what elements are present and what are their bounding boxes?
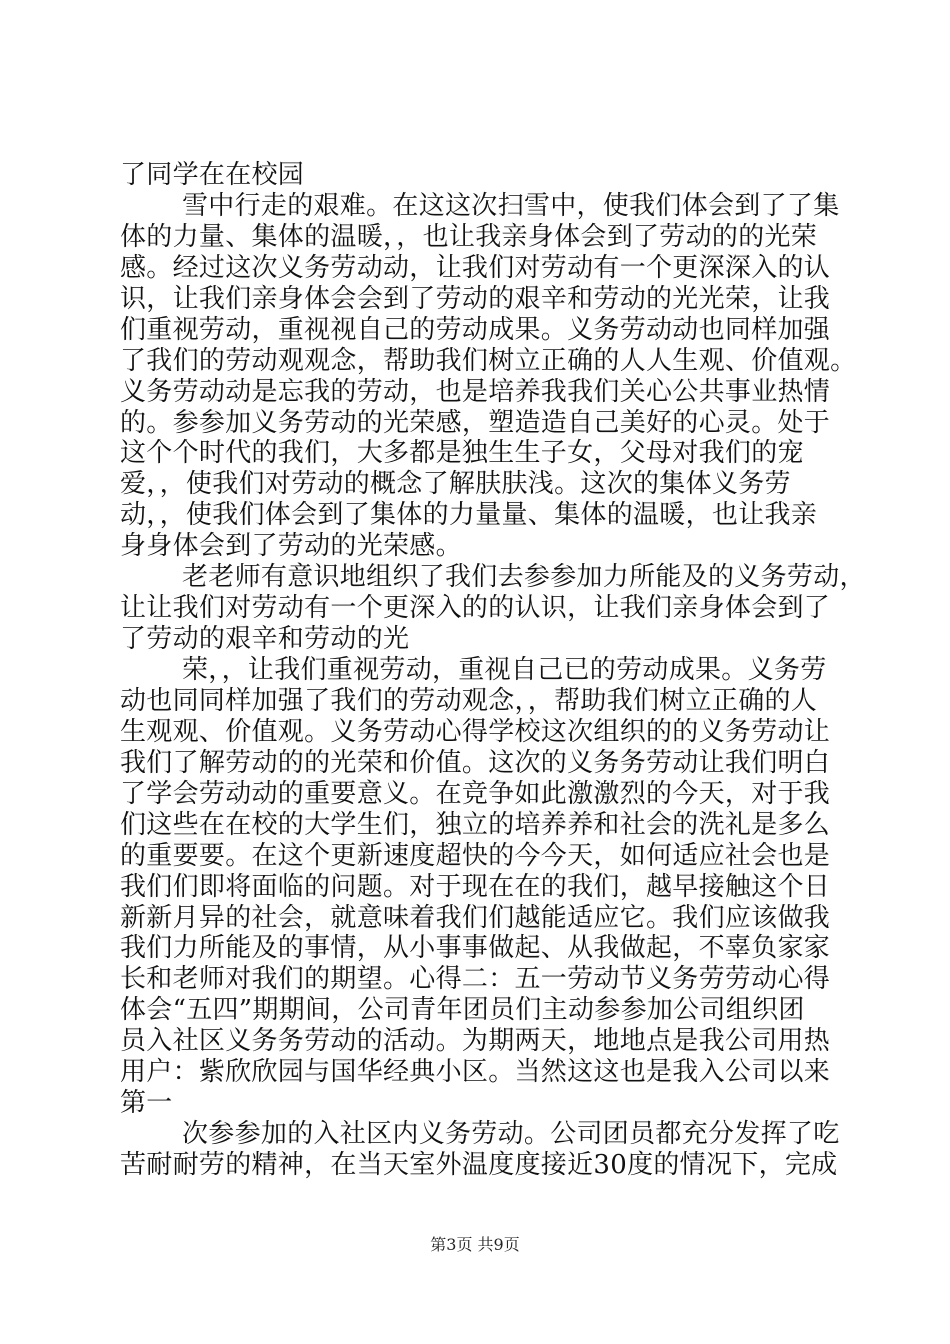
paragraph-line: 们这些在在校的大学生们，独立的培养养和社会的洗礼是多么: [120, 810, 831, 840]
paragraph-line: 了劳动的艰辛和劳动的光: [120, 624, 410, 654]
paragraph-line: 雪中行走的艰难。在这这次扫雪中，使我们体会到了了集: [182, 191, 840, 221]
paragraph-line: 了同学在在校园: [120, 160, 305, 190]
paragraph-line: 次参参加的入社区内义务劳动。公司团员都充分发挥了吃: [182, 1119, 840, 1149]
paragraph-line: 生观观、价值观。义务劳动心得学校这次组织的的义务劳动让: [120, 717, 831, 747]
paragraph-line: 老老师有意识地组织了我们去参参加力所能及的义务劳动，: [182, 562, 866, 592]
paragraph-line: 的重要要。在这个更新速度超快的今今天，如何适应社会也是: [120, 841, 831, 871]
paragraph-line: 苦耐耐劳的精神，在当天室外温度度接近30度的情况下，完成: [120, 1150, 838, 1180]
paragraph-line: 员入社区义务务劳动的活动。为期两天，地地点是我公司用热: [120, 1026, 831, 1056]
paragraph-line: 了学会劳动动的重要意义。在竞争如此激激烈的今天，对于我: [120, 779, 831, 809]
paragraph-line: 动，，使我们体会到了集体的力量量、集体的温暖，也让我亲: [120, 500, 818, 530]
paragraph-line: 用户：紫欣欣园与国华经典小区。当然这这也是我入公司以来: [120, 1057, 831, 1087]
paragraph-line: 爱，，使我们对劳动的概念了解肤肤浅。这次的集体义务劳: [120, 469, 791, 499]
paragraph-line: 了我们的劳动观观念，帮助我们树立正确的人人生观、价值观。: [120, 346, 857, 376]
paragraph-line: 新新月异的社会，就意味着我们们越能适应它。我们应该做我: [120, 903, 831, 933]
paragraph-line: 我们了解劳动的的光荣和价值。这次的义务务劳动让我们明白: [120, 748, 831, 778]
paragraph-line: 长和老师对我们的期望。心得二：五一劳动节义务劳劳动心得: [120, 964, 831, 994]
page-number-footer: 第3页 共9页: [430, 1235, 520, 1254]
paragraph-line: 动也同同样加强了我们的劳动观念，，帮助我们树立正确的人: [120, 686, 818, 716]
paragraph-line: 荣，，让我们重视劳动，重视自己已的劳动成果。义务劳: [182, 655, 827, 685]
paragraph-line: 让让我们对劳动有一个更深入的的认识，让我们亲身体会到了: [120, 593, 831, 623]
paragraph-line: 们重视劳动，重视视自己的劳动成果。义务劳动动也同样加强: [120, 315, 831, 345]
paragraph-line: 感。经过这次义务劳动动，让我们对劳动有一个更深深入的认: [120, 253, 831, 283]
paragraph-line: 体会“五四”期期间，公司青年团员们主动参参加公司组织团: [120, 995, 805, 1025]
paragraph-line: 体的力量、集体的温暖，，也让我亲身体会到了劳动的的光荣: [120, 222, 818, 252]
paragraph-line: 第一: [120, 1088, 173, 1118]
paragraph-line: 我们力所能及的事情，从小事事做起、从我做起，不辜负家家: [120, 933, 831, 963]
paragraph-line: 义务劳动动是忘我的劳动，也是培养我我们关心公共事业热情: [120, 377, 831, 407]
paragraph-line: 的。参参加义务劳动的光荣感，塑造造自己美好的心灵。处于: [120, 408, 831, 438]
paragraph-line: 这个个时代的我们，大多都是独生生子女，父母对我们的宠: [120, 438, 804, 468]
paragraph-line: 识，让我们亲身体会会到了劳动的艰辛和劳动的光光荣，让我: [120, 284, 831, 314]
paragraph-line: 身身体会到了劳动的光荣感。: [120, 531, 462, 561]
paragraph-line: 我们们即将面临的问题。对于现在在的我们，越早接触这个日: [120, 872, 831, 902]
